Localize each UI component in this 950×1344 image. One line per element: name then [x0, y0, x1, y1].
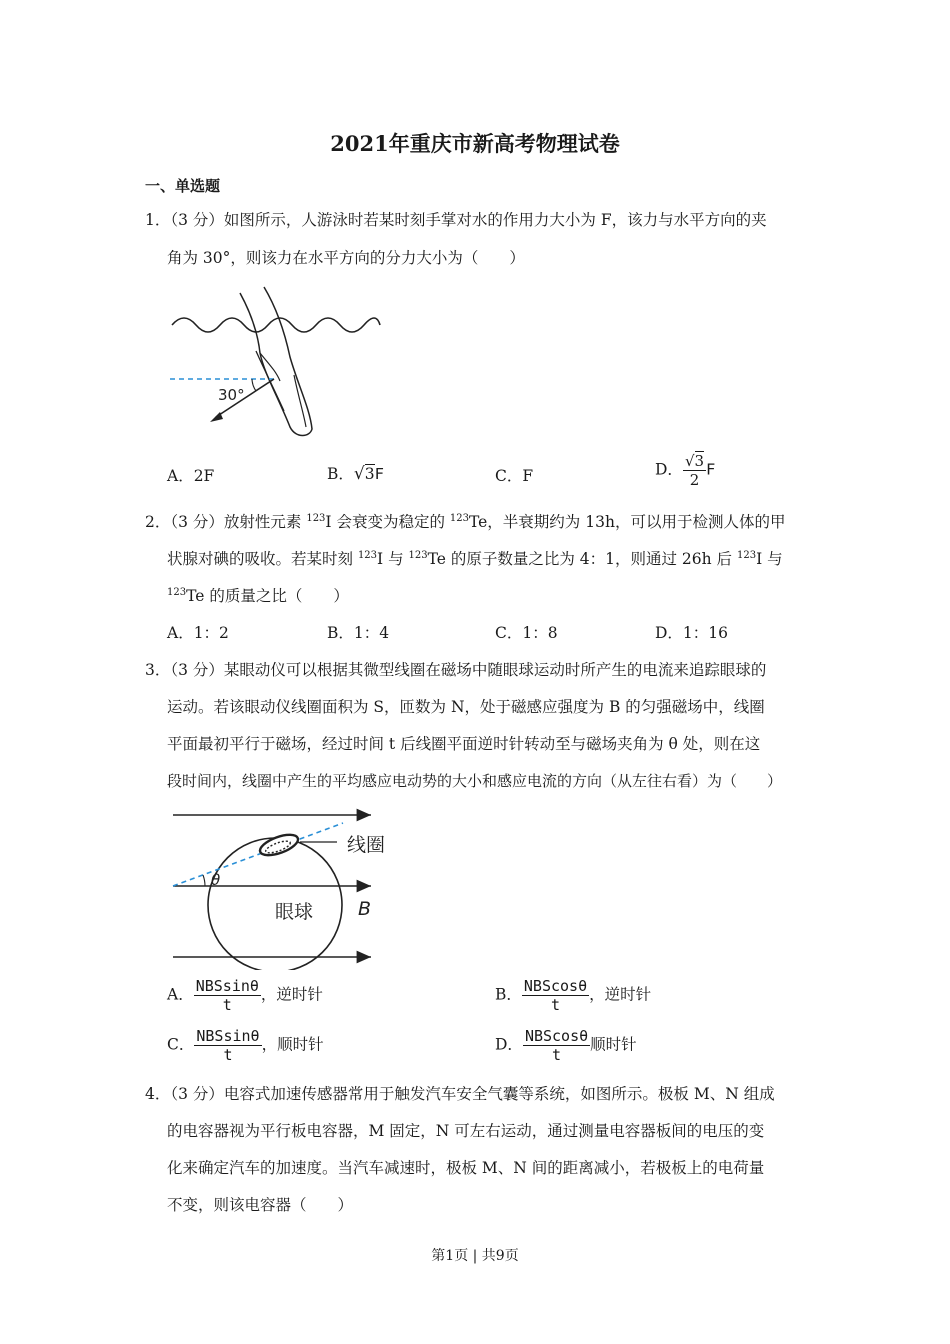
q2-option-a[interactable]: A．1：2: [167, 624, 229, 642]
q3-text-line2: 运动。若该眼动仪线圈面积为 S，匝数为 N，处于磁感应强度为 B 的匀强磁场中，线圈: [167, 698, 765, 716]
q3-option-c[interactable]: C． $\frac{\text{NBSsinθ}}{t}$ ，顺时针: [167, 1027, 324, 1064]
q3-text-line1: 3．（3 分）某眼动仪可以根据其微型线圈在磁场中随眼球运动时所产生的电流来追踪眼球的: [145, 661, 767, 679]
q3-option-d[interactable]: D． $\frac{\text{NBScosθ}}{t}$ 顺时针: [495, 1027, 637, 1064]
q1-option-d-fraction: $\frac{√3}{2}$: [684, 452, 705, 489]
page-footer: 第1页 | 共9页: [431, 1248, 519, 1264]
q1-option-d-label: D．: [655, 460, 683, 479]
q3-text-line3: 平面最初平行于磁场，经过时间 t 后线圈平面逆时针转动至与磁场夹角为 θ 处，则在这: [167, 735, 761, 753]
q1-option-a[interactable]: A．2F: [167, 467, 215, 485]
q1-option-b[interactable]: B．√3F: [327, 464, 384, 484]
q3-text-line4: 段时间内，线圈中产生的平均感应电动势的大小和感应电流的方向（从左往右看）为（ ）: [167, 772, 783, 790]
q3-theta-label: θ: [211, 871, 221, 889]
q2-text-line2: 状腺对碘的吸收。若某时刻 $^{123}$I 与 $^{123}$Te 的原子数量之比为 4：1，则通过 26h 后 $^{123}$I 与: [167, 550, 783, 568]
q2-option-b[interactable]: B．1：4: [327, 624, 390, 642]
q1-text-line2: 角为 30°，则该力在水平方向的分力大小为（ ）: [167, 249, 525, 267]
q2-option-c[interactable]: C．1：8: [495, 624, 558, 642]
q1-option-b-label: B．: [327, 465, 354, 483]
q3-coil-label: 线圈: [347, 834, 386, 856]
q4-text-line4: 不变，则该电容器（ ）: [167, 1196, 354, 1214]
q1-option-d-denominator: 2: [689, 471, 700, 489]
q1-option-c[interactable]: C．F: [495, 467, 534, 485]
q4-text-line1: 4．（3 分）电容式加速传感器常用于触发汽车安全气囊等系统，如图所示。极板 M、N 组成: [145, 1085, 775, 1103]
section-heading: 一、单选题: [145, 177, 221, 195]
q3-option-a[interactable]: A． $\frac{\text{NBSsinθ}}{t}$ ，逆时针: [167, 977, 323, 1014]
q1-option-d[interactable]: [655, 452, 715, 489]
q1-swimmer-hand-figure: [160, 285, 390, 445]
q3-option-b[interactable]: B． $\frac{\text{NBScosθ}}{t}$ ，逆时针: [495, 977, 652, 1014]
q1-option-b-radicand: 3: [364, 465, 375, 483]
q1-text-line1: 1．（3 分）如图所示，人游泳时若某时刻手掌对水的作用力大小为 F，该力与水平方向的夹: [145, 211, 767, 229]
q3-eyeball-figure: [165, 805, 405, 970]
q4-text-line2: 的电容器视为平行板电容器，M 固定，N 可左右运动，通过测量电容器板间的电压的变: [167, 1122, 765, 1140]
q1-option-b-unit: F: [374, 465, 384, 483]
q2-text-line1: 2．（3 分）放射性元素 $^{123}$I 会衰变为稳定的 $^{123}$Te，半衰期约为 13h，可以用于检测人体的甲: [145, 513, 786, 531]
q2-option-d[interactable]: D．1：16: [655, 624, 729, 642]
q4-text-line3: 化来确定汽车的加速度。当汽车减速时，极板 M、N 间的距离减小，若极板上的电荷量: [167, 1159, 765, 1177]
q2-text-line3: $^{123}$Te 的质量之比（ ）: [167, 587, 349, 605]
q1-option-d-unit: F: [706, 460, 716, 479]
q1-option-d-numerator: 3: [694, 452, 705, 470]
q3-eyeball-label: 眼球: [275, 901, 314, 923]
q1-angle-label: 30°: [218, 386, 245, 404]
q3-field-label: B: [358, 898, 372, 920]
page-title: 2021年重庆市新高考物理试卷: [330, 131, 620, 156]
